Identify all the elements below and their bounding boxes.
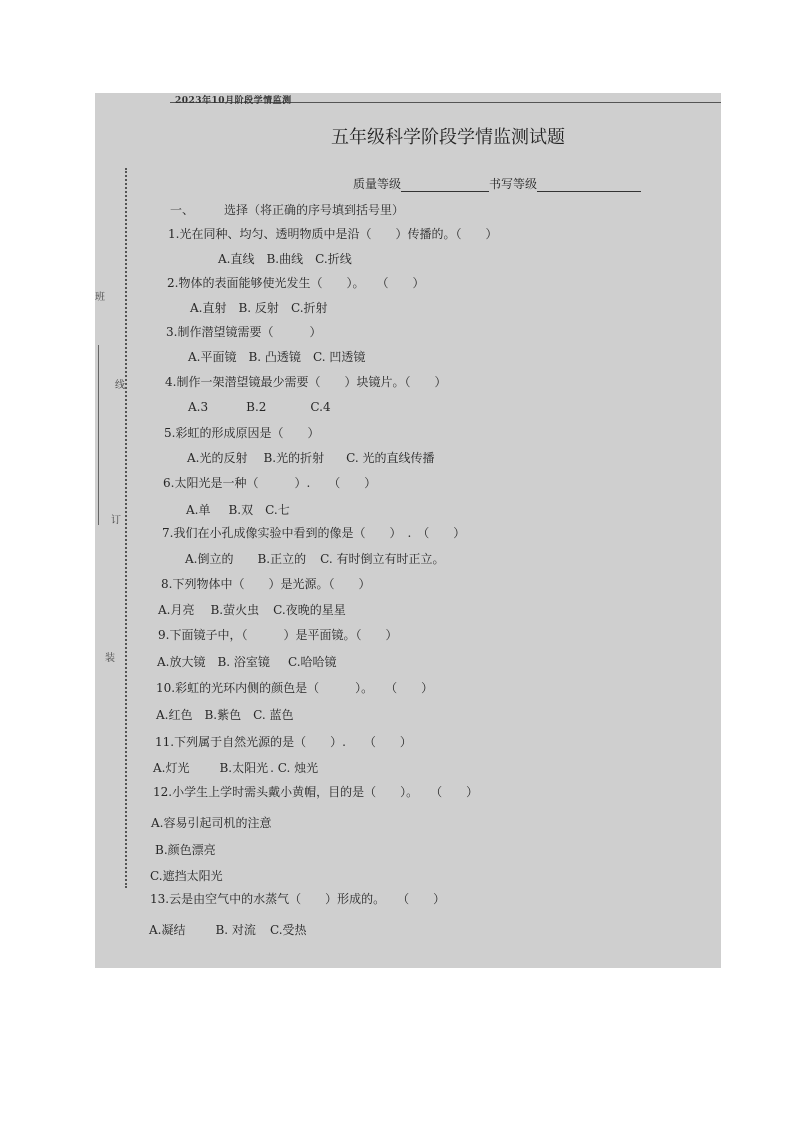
section-title: 选择（将正确的序号填到括号里）: [224, 203, 405, 217]
question-1-options: [218, 250, 364, 267]
option-a: A.3: [188, 400, 209, 414]
page-title: 五年级科学阶段学情监测试题: [331, 127, 565, 148]
question-9: 9.下面镜子中，（ ）是平面镜。（ ）: [158, 628, 398, 642]
option-c: C. 蓝色: [253, 708, 294, 722]
option-b: B.双: [228, 503, 254, 517]
margin-char-ban: 班: [95, 292, 105, 303]
grade-fields: [353, 175, 641, 192]
option-b: B.曲线: [266, 252, 304, 266]
question-10-options: [156, 706, 306, 723]
option-a: A.直射: [190, 301, 227, 315]
option-c: C.哈哈镜: [287, 655, 337, 669]
option-b: B. 凸透镜: [248, 350, 301, 364]
option-c: C.4: [310, 400, 331, 414]
question-12-option-a: A.容易引起司机的注意: [151, 816, 272, 830]
question-13-options: [149, 921, 319, 938]
writing-grade-blank[interactable]: [537, 179, 641, 192]
option-a: A.红色: [156, 708, 193, 722]
option-c: C.折射: [290, 301, 328, 315]
question-7: 7.我们在小孔成像实验中看到的像是（ ） . （ ）: [162, 526, 466, 540]
question-6-options: [186, 501, 302, 518]
question-13: 13.云是由空气中的水蒸气（ ）形成的。 （ ）: [150, 892, 446, 906]
question-11: 11.下列属于自然光源的是（ ）. （ ）: [155, 735, 412, 749]
option-b: B.萤火虫: [210, 603, 260, 617]
quality-grade-blank[interactable]: [401, 179, 489, 192]
margin-char-zhuang: 装: [105, 653, 115, 664]
option-a: A.单: [186, 503, 211, 517]
question-6: 6.太阳光是一种（ ）. （ ）: [163, 476, 377, 490]
question-2-options: [190, 299, 340, 316]
writing-grade-label: 书写等级: [489, 177, 538, 191]
question-8: 8.下列物体中（ ）是光源。（ ）: [161, 577, 371, 591]
option-c: C.受热: [269, 923, 307, 937]
question-12: 12.小学生上学时需头戴小黄帽，目的是（ ）。 （ ）: [153, 785, 479, 799]
option-a: A.直线: [218, 252, 255, 266]
option-b: B.紫色: [204, 708, 242, 722]
option-a: A.月亮: [158, 603, 195, 617]
option-b: B.太阳光: [219, 761, 269, 775]
question-12-option-b: B.颜色漂亮: [155, 843, 216, 857]
option-b: B.光的折射: [263, 451, 325, 465]
question-5: 5.彩虹的形成原因是（ ）: [164, 426, 320, 440]
option-b: B.2: [246, 400, 267, 414]
question-3-options: [188, 348, 377, 365]
option-a: A.灯光: [153, 761, 190, 775]
option-a: A.凝结: [149, 923, 186, 937]
option-a: A.放大镜: [157, 655, 206, 669]
quality-grade-label: 质量等级: [353, 177, 402, 191]
question-9-options: [157, 653, 349, 670]
question-5-options: [187, 449, 447, 466]
question-1: 1.光在同种、均匀、透明物质中是沿（ ）传播的。（ ）: [168, 227, 498, 241]
option-c: C. 有时倒立有时正立。: [320, 552, 445, 566]
question-10: 10.彩虹的光环内侧的颜色是（ ）。 （ ）: [156, 681, 434, 695]
option-c: C.折线: [315, 252, 352, 266]
question-7-options: [185, 550, 457, 567]
option-b: B. 浴室镜: [217, 655, 270, 669]
section-number: 一、: [170, 203, 195, 217]
option-c: . C. 烛光: [270, 761, 319, 775]
section-heading: [170, 201, 404, 218]
option-c: C. 光的直线传播: [346, 451, 435, 465]
question-8-options: [158, 601, 358, 618]
option-b: B.正立的: [257, 552, 307, 566]
question-4-options: [188, 400, 343, 414]
option-b: B. 对流: [215, 923, 256, 937]
option-a: A.倒立的: [185, 552, 234, 566]
margin-char-xian: 线: [115, 380, 125, 391]
option-a: A.平面镜: [188, 350, 237, 364]
option-a: A.光的反射: [187, 451, 248, 465]
question-4: 4.制作一架潜望镜最少需要（ ）块镜片。（ ）: [165, 375, 447, 389]
question-3: 3.制作潜望镜需要（ ）: [166, 325, 322, 339]
option-b: B. 反射: [238, 301, 279, 315]
margin-char-ding: 订: [111, 515, 121, 526]
option-c: C.夜晚的星星: [273, 603, 346, 617]
question-2: 2.物体的表面能够使光发生（ ）。 （ ）: [167, 276, 425, 290]
option-c: C. 凹透镜: [312, 350, 366, 364]
question-12-option-c: C.遮挡太阳光: [150, 869, 223, 883]
option-c: C.七: [265, 503, 290, 517]
binding-margin-line: [98, 345, 99, 525]
exam-sheet: [95, 93, 721, 968]
header-note: 2023年10月阶段学情监测: [175, 96, 292, 106]
binding-margin-dotted-line: [125, 168, 127, 888]
question-11-options: [153, 759, 330, 776]
